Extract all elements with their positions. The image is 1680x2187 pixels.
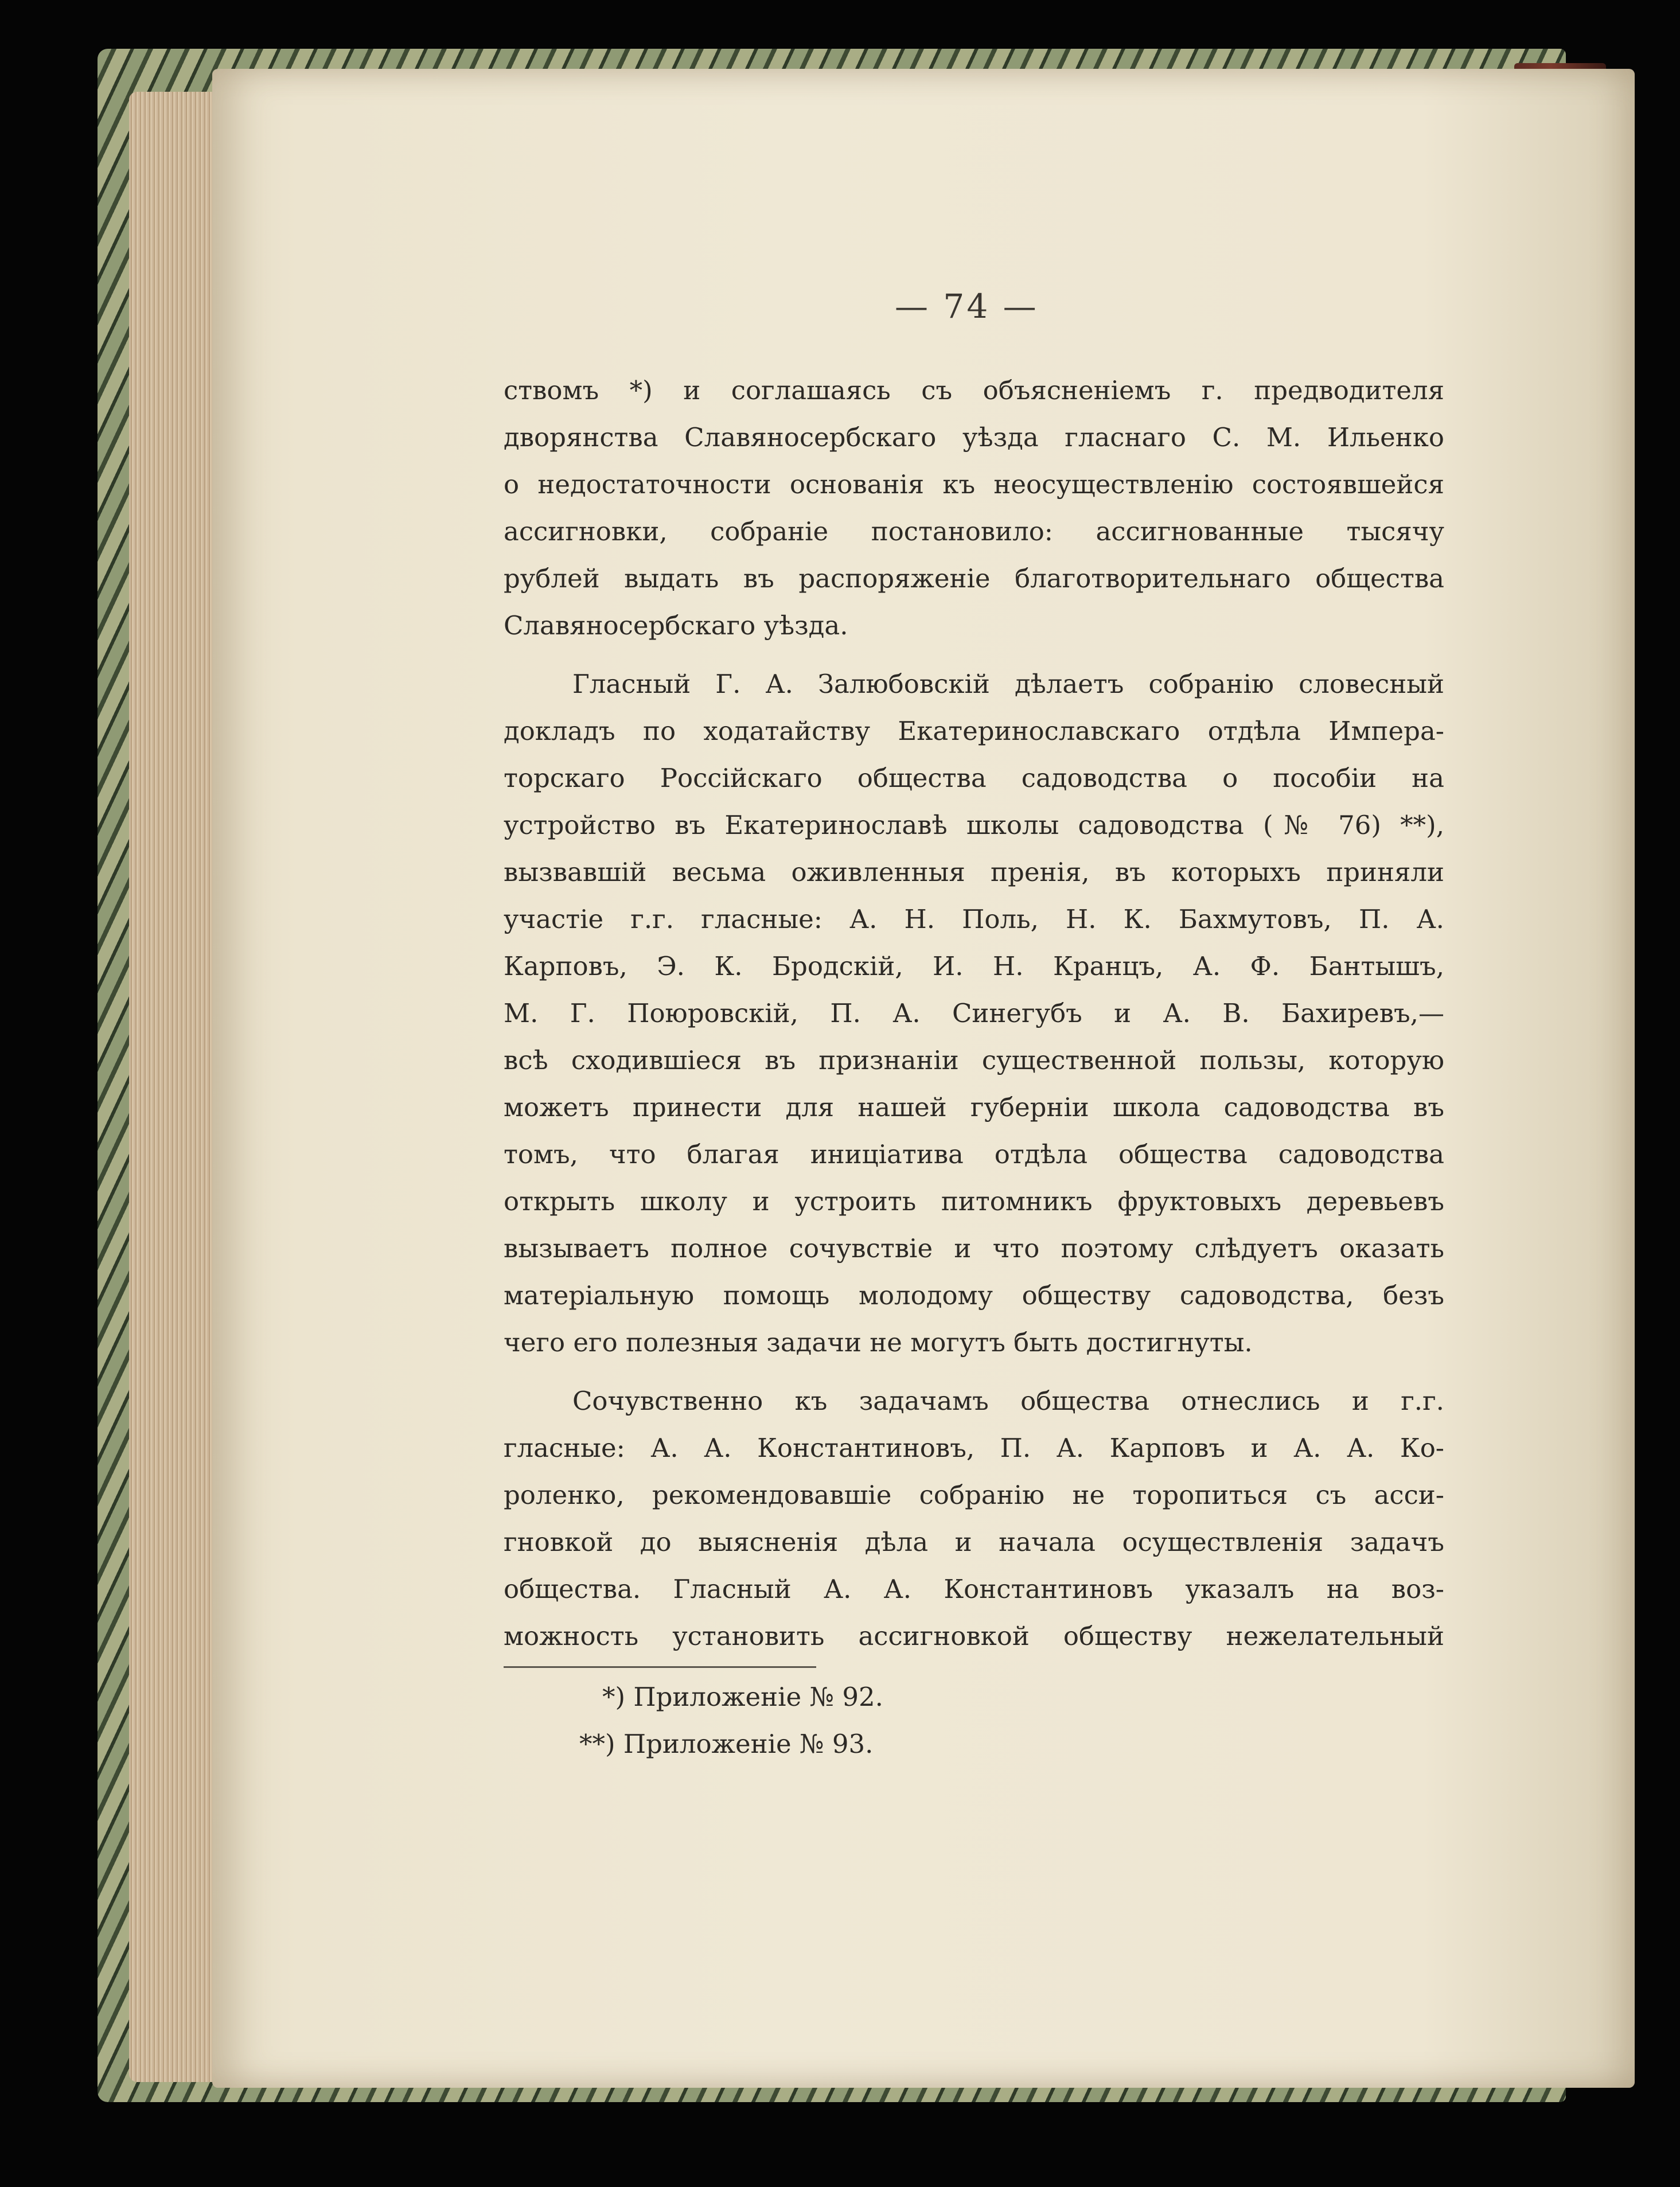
text-line: можетъ принести для нашей губерніи школа садоводства въ: [504, 1092, 1444, 1122]
text-line: Карповъ, Э. К. Бродскій, И. Н. Кранцъ, А. Ф. Бантышъ,: [504, 951, 1444, 981]
text-line: гновкой до выясненія дѣла и начала осуществленія задачъ: [504, 1527, 1444, 1557]
footnotes: [579, 1674, 883, 1768]
text-line: участіе г.г. гласные: А. Н. Поль, Н. К. Бахмутовъ, П. А.: [504, 904, 1444, 934]
text-line: М. Г. Поюровскій, П. А. Синегубъ и А. В. Бахиревъ,—: [504, 998, 1444, 1028]
text-line: о недостаточности основанія къ неосуществленію состоявшейся: [504, 469, 1444, 500]
text-line: дворянства Славяносербскаго уѣзда гласнаго С. М. Ильенко: [504, 422, 1444, 453]
text-line: ассигновки, собраніе постановило: ассигнованные тысячу: [504, 516, 1444, 547]
text-line: рублей выдать въ распоряженіе благотворительнаго общества: [504, 563, 1444, 594]
text-line: устройство въ Екатеринославѣ школы садоводства (№ 76) **),: [504, 810, 1444, 840]
footnote-rule: [504, 1666, 816, 1668]
text-line: томъ, что благая иниціатива отдѣла общества садоводства: [504, 1139, 1444, 1169]
footnote: **) Приложеніе № 93.: [579, 1729, 874, 1759]
text-line: вызываетъ полное сочувствіе и что поэтому слѣдуетъ оказать: [504, 1233, 1444, 1264]
text-line: Сочувственно къ задачамъ общества отнеслись и г.г.: [572, 1386, 1444, 1416]
text-line: гласные: А. А. Константиновъ, П. А. Карповъ и А. А. Ко-: [504, 1433, 1444, 1463]
text-line: докладъ по ходатайству Екатеринославскаго отдѣла Импера-: [504, 716, 1444, 746]
text-line: чего его полезныя задачи не могутъ быть достигнуты.: [504, 1327, 1253, 1358]
text-line: роленко, рекомендовавшіе собранію не торопиться съ асси-: [504, 1480, 1444, 1510]
text-line: общества. Гласный А. А. Константиновъ указалъ на воз-: [504, 1574, 1444, 1604]
text-line: Гласный Г. А. Залюбовскій дѣлаетъ собранію словесный: [572, 669, 1444, 699]
body-text: [504, 367, 1444, 1660]
text-line: торскаго Россійскаго общества садоводства о пособіи на: [504, 763, 1444, 793]
text-line: ствомъ *) и соглашаясь съ объясненіемъ г. предводителя: [504, 375, 1444, 406]
text-line: матеріальную помощь молодому обществу садоводства, безъ: [504, 1280, 1444, 1311]
text-line: открыть школу и устроить питомникъ фруктовыхъ деревьевъ: [504, 1186, 1444, 1217]
text-line: можность установить ассигновкой обществу нежелательный: [504, 1621, 1444, 1651]
page-number: — 74 —: [895, 287, 1039, 326]
text-line: вызвавшій весьма оживленныя пренія, въ которыхъ приняли: [504, 857, 1444, 887]
text-line: Славяносербскаго уѣзда.: [504, 610, 848, 641]
text-line: всѣ сходившіеся въ признаніи существенной пользы, которую: [504, 1045, 1444, 1075]
footnote: *) Приложеніе № 92.: [602, 1682, 883, 1712]
